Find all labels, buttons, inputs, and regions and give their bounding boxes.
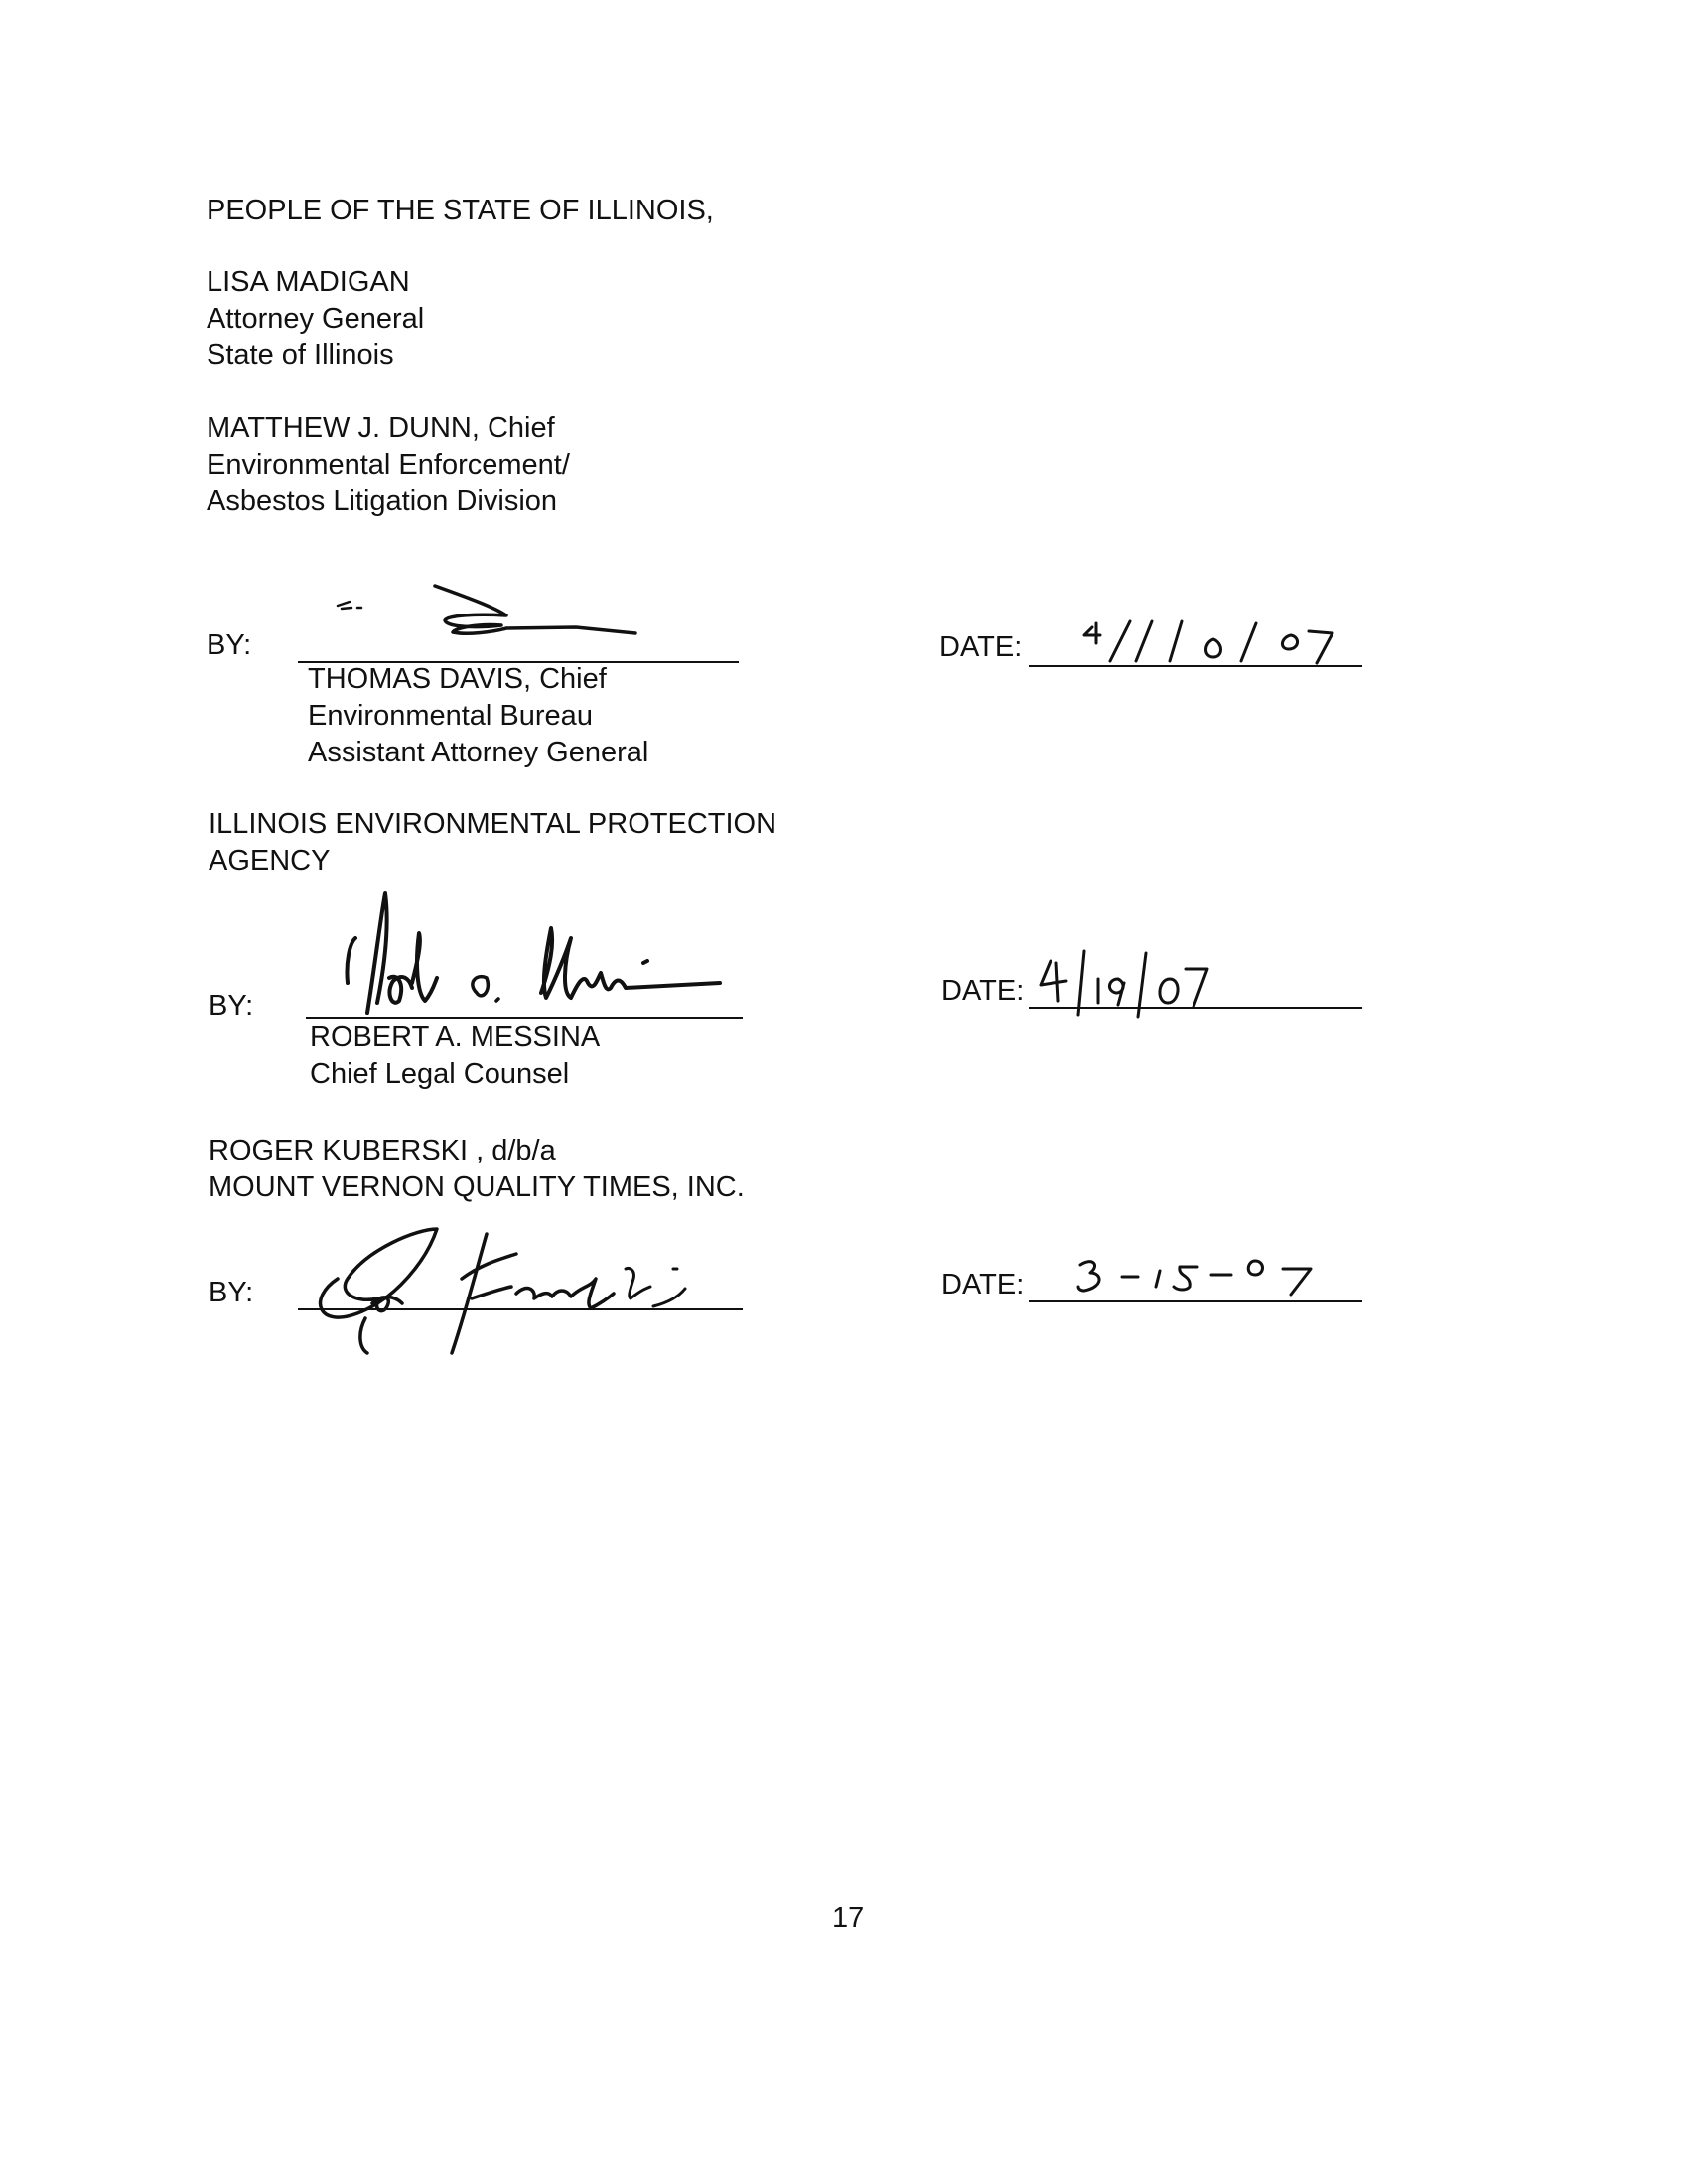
signature-line <box>298 1308 743 1310</box>
chief-division-line2: Asbestos Litigation Division <box>207 485 558 517</box>
org-name-2: MOUNT VERNON QUALITY TIMES, INC. <box>209 1171 745 1203</box>
signature-line <box>306 1017 743 1019</box>
chief-name: MATTHEW J. DUNN, Chief <box>207 412 555 444</box>
date-label: DATE: <box>939 631 1023 663</box>
handwritten-date-3 <box>1072 1247 1350 1306</box>
date-label: DATE: <box>941 1269 1025 1300</box>
chief-division-line1: Environmental Enforcement/ <box>207 449 570 480</box>
ag-title: Attorney General <box>207 303 425 335</box>
org-name: ROGER KUBERSKI , d/b/a <box>209 1135 556 1166</box>
signer-title: Environmental Bureau <box>308 700 593 732</box>
signature-roger-kuberski <box>288 1209 745 1358</box>
signer-name: THOMAS DAVIS, Chief <box>308 663 607 695</box>
ag-state: State of Illinois <box>207 340 394 371</box>
signer-name: ROBERT A. MESSINA <box>310 1022 601 1053</box>
ag-name: LISA MADIGAN <box>207 266 410 298</box>
page-number: 17 <box>832 1902 865 1934</box>
date-label: DATE: <box>941 975 1025 1007</box>
by-label: BY: <box>209 990 254 1022</box>
handwritten-date-1 <box>1082 614 1350 673</box>
party-people: PEOPLE OF THE STATE OF ILLINOIS, <box>207 195 714 226</box>
org-name-2: AGENCY <box>209 845 331 877</box>
by-label: BY: <box>209 1277 254 1308</box>
signer-title-2: Assistant Attorney General <box>308 737 649 768</box>
signer-title: Chief Legal Counsel <box>310 1058 570 1090</box>
by-label: BY: <box>207 629 252 661</box>
org-name: ILLINOIS ENVIRONMENTAL PROTECTION <box>209 808 777 840</box>
handwritten-date-2 <box>1033 923 1231 1023</box>
signature-thomas-davis <box>328 576 665 655</box>
